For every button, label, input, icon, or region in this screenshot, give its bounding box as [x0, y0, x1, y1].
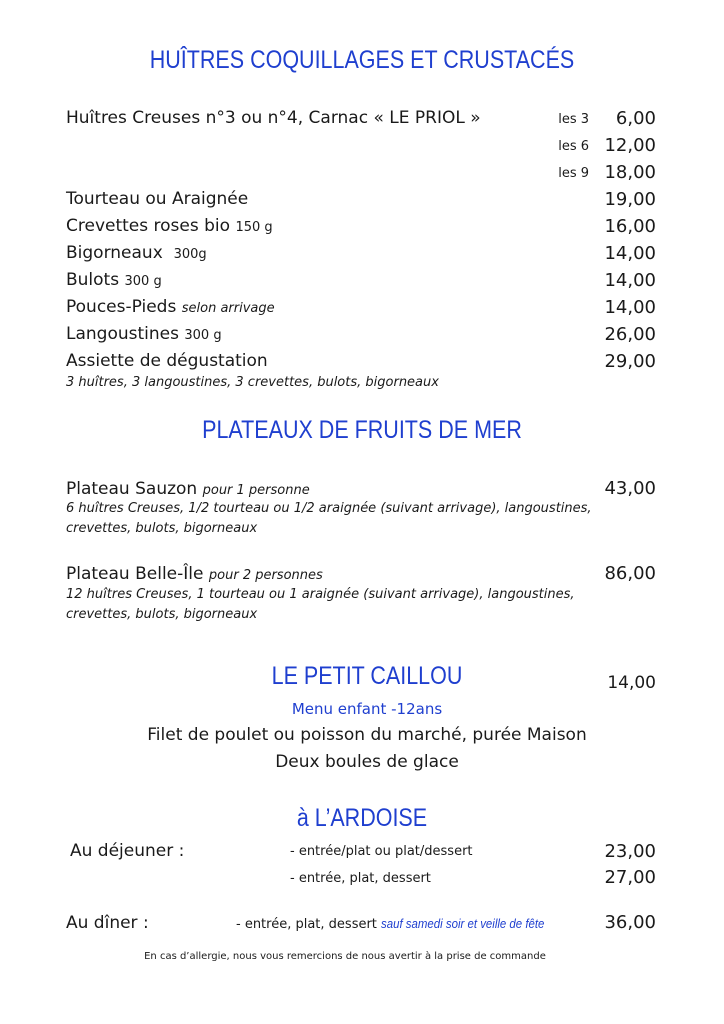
platter-desc-line2: crevettes, bulots, bigorneaux — [66, 521, 258, 536]
platter-belle-ile — [66, 564, 323, 584]
item-name: Bulots — [66, 270, 120, 290]
menu-item — [66, 270, 162, 290]
dinner-option-text: - entrée, plat, dessert — [236, 917, 377, 932]
lunch-price-2: 27,00 — [604, 867, 656, 888]
platter-sauzon — [66, 479, 310, 499]
platter-desc-line2: crevettes, bulots, bigorneaux — [66, 607, 258, 622]
lunch-option-1: - entrée/plat ou plat/dessert — [290, 844, 473, 859]
menu-item — [66, 324, 222, 344]
dinner-label: Au dîner : — [66, 913, 149, 933]
kids-menu-line1: Filet de poulet ou poisson du marché, purée Maison — [147, 725, 587, 745]
item-name: Tourteau ou Araignée — [66, 189, 249, 209]
item-price: 19,00 — [604, 189, 656, 210]
oysters-price-6: 12,00 — [604, 135, 656, 156]
platter-name: Plateau Belle-Île — [66, 564, 204, 584]
item-note: 300g — [173, 247, 207, 262]
dinner-note: sauf samedi soir et veille de fête — [381, 916, 545, 931]
section-title-platters: PLATEAUX DE FRUITS DE MER — [202, 416, 522, 444]
allergy-footer: En cas d’allergie, nous vous remercions de nous avertir à la prise de commande — [144, 951, 546, 962]
platter-note: pour 1 personne — [202, 483, 310, 498]
dinner-price: 36,00 — [604, 912, 656, 933]
menu-item — [66, 351, 268, 371]
item-note: 300 g — [124, 274, 162, 289]
platter-desc-line1: 6 huîtres Creuses, 1/2 tourteau ou 1/2 araignée (suivant arrivage), langoustines, — [66, 501, 592, 516]
platter-name: Plateau Sauzon — [66, 479, 198, 499]
kids-menu-subtitle: Menu enfant -12ans — [291, 700, 443, 718]
oysters-qty-6: les 6 — [558, 139, 589, 154]
menu-item — [66, 243, 207, 263]
oysters-qty-3: les 3 — [558, 112, 589, 127]
tasting-description: 3 huîtres, 3 langoustines, 3 crevettes, bulots, bigorneaux — [66, 375, 439, 390]
menu-item — [66, 189, 248, 209]
item-price: 14,00 — [604, 297, 656, 318]
item-note: 300 g — [184, 328, 222, 343]
kids-menu-price: 14,00 — [607, 673, 656, 693]
platter-price: 86,00 — [604, 563, 656, 584]
menu-item — [66, 297, 275, 317]
item-price: 16,00 — [604, 216, 656, 237]
section-title-ardoise: à L’ARDOISE — [296, 804, 428, 832]
item-price: 26,00 — [604, 324, 656, 345]
item-price: 14,00 — [604, 243, 656, 264]
item-note: 150 g — [235, 220, 273, 235]
section-title-kids: LE PETIT CAILLOU — [271, 662, 463, 690]
lunch-option-2: - entrée, plat, dessert — [290, 871, 431, 886]
item-price: 29,00 — [604, 351, 656, 372]
platter-price: 43,00 — [604, 478, 656, 499]
platter-desc-line1: 12 huîtres Creuses, 1 tourteau ou 1 araignée (suivant arrivage), langoustines, — [66, 587, 575, 602]
item-name: Assiette de dégustation — [66, 351, 268, 371]
item-name: Crevettes roses bio — [66, 216, 231, 236]
oysters-price-3: 6,00 — [615, 108, 656, 129]
item-note: selon arrivage — [181, 301, 275, 316]
item-name: Bigorneaux — [66, 243, 163, 263]
oysters-price-9: 18,00 — [604, 162, 656, 183]
platter-note: pour 2 personnes — [208, 568, 323, 583]
item-name: Langoustines — [66, 324, 179, 344]
lunch-label: Au déjeuner : — [70, 841, 185, 861]
lunch-price-1: 23,00 — [604, 841, 656, 862]
item-price: 14,00 — [604, 270, 656, 291]
menu-item — [66, 216, 273, 236]
section-title-shellfish: HUÎTRES COQUILLAGES ET CRUSTACÉS — [149, 46, 575, 74]
dinner-option — [236, 916, 567, 932]
oysters-label: Huîtres Creuses n°3 ou n°4, Carnac « LE PRIOL » — [66, 108, 481, 128]
kids-menu-line2: Deux boules de glace — [275, 752, 459, 772]
item-name: Pouces-Pieds — [66, 297, 177, 317]
oysters-qty-9: les 9 — [558, 166, 589, 181]
